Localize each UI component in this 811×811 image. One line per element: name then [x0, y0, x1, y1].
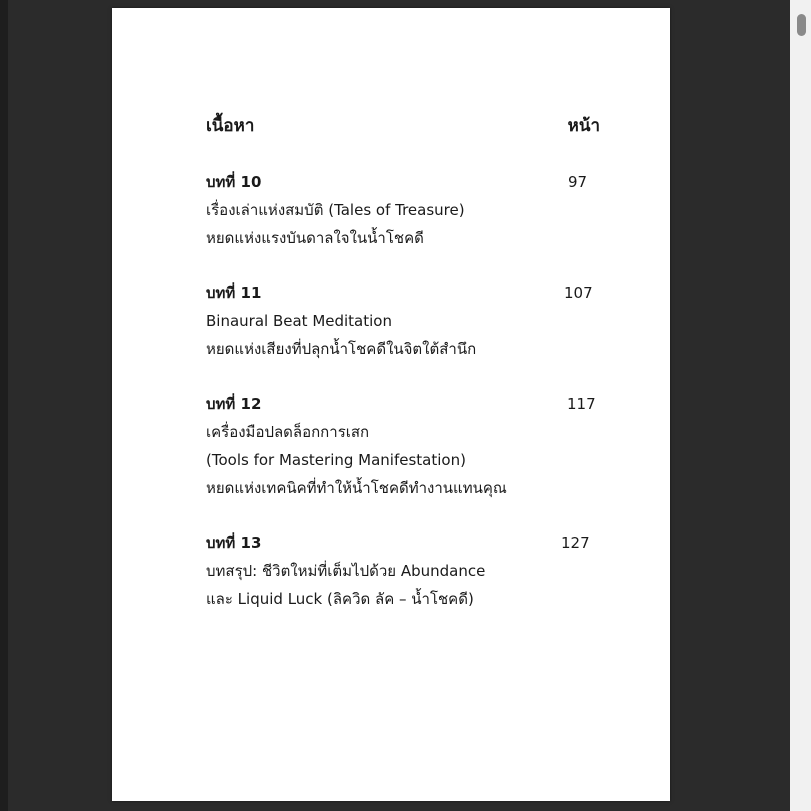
chapter-title-line: เครื่องมือปลดล็อกการเสก [206, 423, 370, 441]
chapter-title-line: Binaural Beat Meditation [206, 312, 392, 330]
toc-entry [206, 168, 606, 252]
toc-page-header: หน้า [567, 116, 600, 136]
document-page [112, 8, 670, 801]
chapter-label: บทที่ 12 [206, 395, 262, 413]
chapter-page-number: 97 [568, 173, 588, 191]
chapter-page-number: 107 [564, 284, 593, 302]
chapter-title-line: เรื่องเล่าแห่งสมบัติ (Tales of Treasure) [206, 201, 465, 219]
toc-entry [206, 390, 606, 502]
chapter-page-number: 117 [567, 395, 596, 413]
toc-title: เนื้อหา [206, 116, 255, 136]
chapter-label: บทที่ 13 [206, 534, 262, 552]
chapter-title-line: บทสรุป: ชีวิตใหม่ที่เต็มไปด้วย Abundance [206, 562, 486, 580]
chapter-title-line: (Tools for Mastering Manifestation) [206, 451, 466, 469]
left-gutter [0, 0, 8, 811]
chapter-title-line: และ Liquid Luck (ลิควิด ลัค – น้ำโชคดี) [206, 590, 474, 608]
toc-header [206, 112, 600, 138]
chapter-page-number: 127 [561, 534, 590, 552]
chapter-subtitle-line: หยดแห่งแรงบันดาลใจในน้ำโชคดี [206, 229, 424, 247]
vertical-scrollbar[interactable] [790, 0, 811, 811]
chapter-label: บทที่ 10 [206, 173, 262, 191]
toc-entry [206, 279, 606, 363]
scrollbar-thumb[interactable] [797, 14, 806, 36]
chapter-subtitle-line: หยดแห่งเทคนิคที่ทำให้น้ำโชคดีทำงานแทนคุณ [206, 479, 507, 497]
chapter-label: บทที่ 11 [206, 284, 262, 302]
toc-entry [206, 529, 606, 613]
chapter-subtitle-line: หยดแห่งเสียงที่ปลุกน้ำโชคดีในจิตใต้สำนึก [206, 340, 477, 358]
